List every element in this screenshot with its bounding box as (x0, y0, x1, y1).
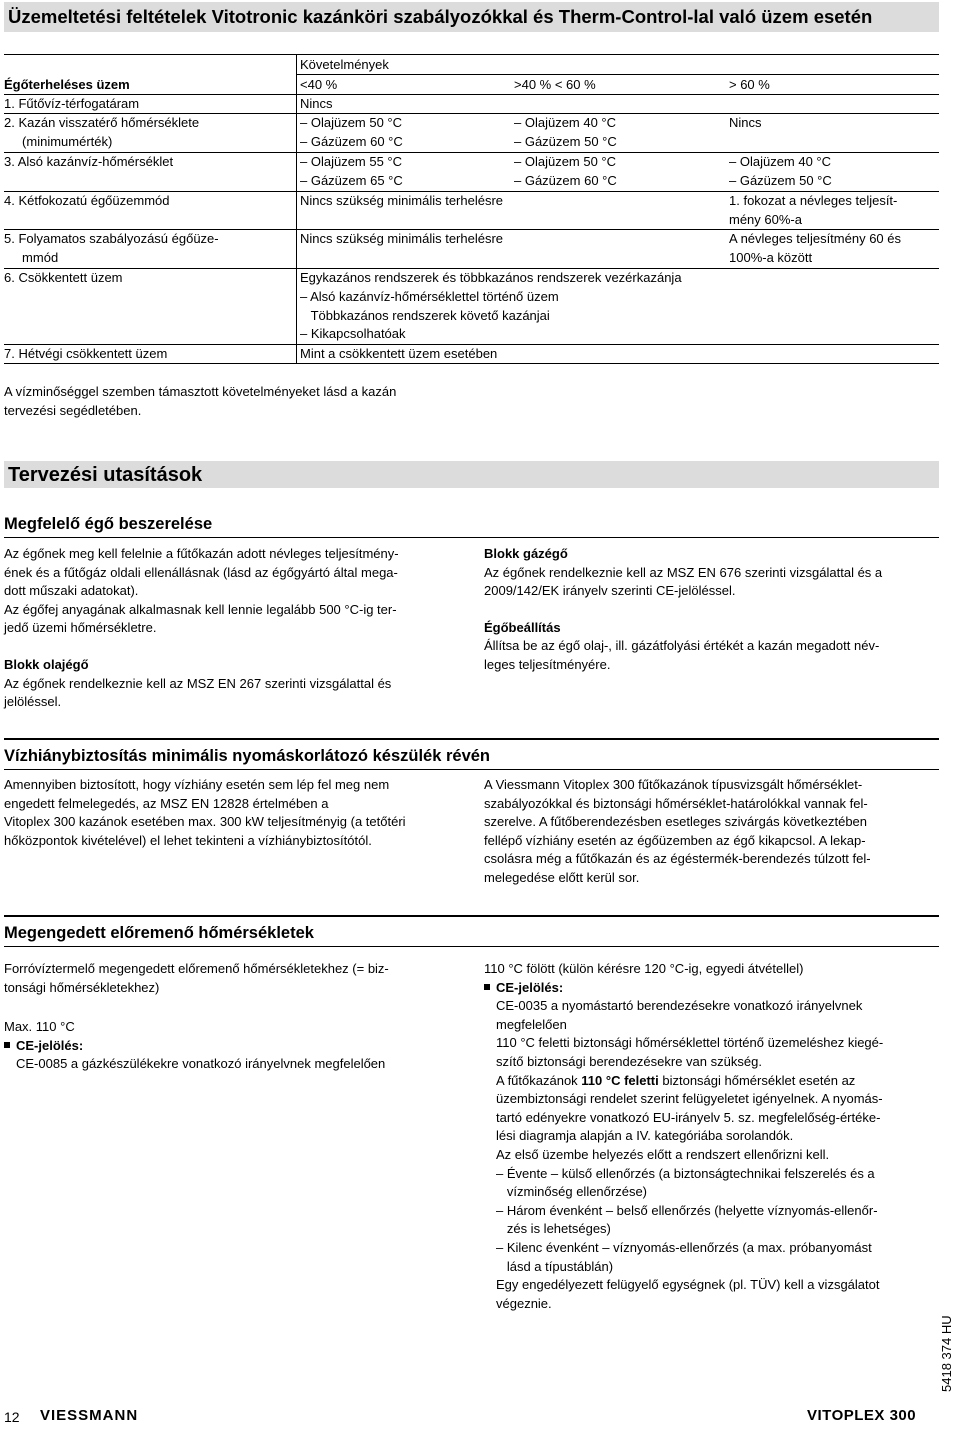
check-line: lásd a típustáblán) (496, 1258, 614, 1274)
page-number: 12 (4, 1409, 20, 1425)
table-row-3-col3: – Gázüzem 50 °C (729, 173, 832, 188)
text-line: A Viessmann Vitoplex 300 fűtőkazánok típusvizsgált hőmérséklet- (484, 777, 863, 792)
table-header-col1: <40 % (300, 77, 338, 92)
text-line: CE-0035 a nyomástartó berendezésekre vonatkozó irányelvnek (496, 998, 863, 1014)
check-line: – Kilenc évenként – víznyomás-ellenőrzés (a max. próbanyomást (496, 1239, 872, 1255)
text-line: Amennyiben biztosított, hogy vízhiány esetén sem lép fel meg nem (4, 777, 390, 792)
text-line: ének és a fűtőgáz oldali ellenállásnak (lásd az égőgyártó által mega- (4, 564, 398, 580)
burner-setting-heading: Égőbeállítás (484, 619, 561, 635)
text-line: melegedése előtt kerül sor. (484, 869, 640, 885)
max-temp: Max. 110 °C (4, 1019, 75, 1035)
table-row-3-col2: – Olajüzem 50 °C (514, 154, 617, 169)
burner-left-column (4, 545, 469, 712)
table-row-5-col3: 100%-a között (729, 250, 813, 265)
bullet-square-icon (484, 984, 490, 990)
text-line: dott műszaki adatokat). (4, 583, 139, 599)
table-row-4-col1: Nincs szükség minimális terhelésre (300, 193, 504, 208)
ce-label-row (484, 979, 944, 998)
section-band (4, 461, 939, 488)
table-header-requirements: Követelmények (300, 57, 389, 72)
temps-heading: Megengedett előremenő hőmérsékletek (4, 924, 314, 942)
text-line: üzembiztonsági rendelet szerint felügyeletet igényelnek. A nyomás- (496, 1091, 883, 1107)
ce-label: CE-jelölés: (496, 979, 564, 995)
note-line: tervezési segédletében. (4, 402, 142, 418)
table-row-2-col1: – Gázüzem 60 °C (300, 134, 403, 149)
text-line: végeznie. (496, 1295, 552, 1311)
text-run: biztonsági hőmérséklet esetén az (658, 1072, 856, 1088)
page-title-band (4, 2, 939, 32)
water-quality-note (4, 383, 396, 420)
table-row-6-label: 6. Csökkentett üzem (4, 270, 123, 285)
text-line: Az égőnek rendelkeznie kell az MSZ EN 267 szerinti vizsgálattal és (4, 675, 392, 691)
text-line: leges teljesítményére. (484, 656, 611, 672)
check-line: vízminőség ellenőrzése) (496, 1184, 648, 1200)
text-line: tartó edényekre vonatkozó EU-irányelv 5. sz. megfelelőség-értéke- (496, 1109, 881, 1125)
text-run-bold: 110 °C feletti (581, 1072, 659, 1088)
table-row-4-label: 4. Kétfokozatú égőüzemmód (4, 193, 170, 208)
text-line: Forróvíztermelő megengedett előremenő hőmérsékletekhez (= biz- (4, 961, 389, 976)
table-row-7-label: 7. Hétvégi csökkentett üzem (4, 346, 168, 361)
text-line (496, 1072, 944, 1091)
gas-burner-heading: Blokk gázégő (484, 546, 568, 561)
table-row-5-label: 5. Folyamatos szabályozású égőüze- (4, 231, 219, 246)
table-row-6-col1: Egykazános rendszerek és többkazános rendszerek vezérkazánja (300, 270, 682, 285)
section-rule (4, 537, 939, 538)
table-row-2-label: (minimumérték) (4, 134, 113, 149)
table-rule (4, 94, 939, 95)
table-rule (296, 74, 939, 75)
ce-label-row (4, 1037, 474, 1056)
text-line: Az első üzembe helyezés előtt a rendszert ellenőrizni kell. (496, 1146, 830, 1162)
bullet-square-icon (4, 1042, 10, 1048)
text-line: CE-0085 a gázkészülékekre vonatkozó irányelvnek megfelelően (16, 1056, 386, 1072)
text-line: Az égőnek rendelkeznie kell az MSZ EN 676 szerinti vizsgálattal és a (484, 564, 883, 580)
page-title: Üzemeltetési feltételek Vitotronic kazánköri szabályozókkal és Therm-Control-lal való üzem esetén (8, 6, 873, 27)
text-line: Az égőfej anyagának alkalmasnak kell lennie legalább 500 °C-ig ter- (4, 601, 397, 617)
table-row-3-col2: – Gázüzem 60 °C (514, 173, 617, 188)
text-line: tonsági hőmérsékletekhez) (4, 979, 160, 995)
table-row-7-col1: Mint a csökkentett üzem esetében (300, 346, 498, 361)
temps-right-column (484, 960, 944, 1313)
table-row-2-label: 2. Kazán visszatérő hőmérséklete (4, 115, 200, 130)
text-line: szabályozókkal és biztonsági hőmérséklet-határolókkal vannak fel- (484, 795, 868, 811)
check-line: – Három évenként – belső ellenőrzés (helyette víznyomás-ellenőr- (496, 1202, 878, 1218)
table-row-1-label: 1. Fűtővíz-térfogatáram (4, 96, 140, 111)
water-right-column (484, 776, 944, 888)
text-line: hőközpontok kivételével) el lehet tekinteni a vízhiánybiztosítótól. (4, 832, 372, 848)
check-line: zés is lehetséges) (496, 1221, 611, 1237)
text-line: csolásra még a fűtőkazán és az égéstermék-berendezés túlzott fel- (484, 851, 871, 867)
table-row-6-col1: – Alsó kazánvíz-hőmérséklettel történő üzem (300, 289, 559, 304)
table-row-1-col1: Nincs (300, 96, 333, 111)
text-line: jedő üzemi hőmérsékletre. (4, 620, 157, 636)
text-line: Állítsa be az égő olaj-, ill. gázátfolyási értékét a kazán megadott név- (484, 638, 880, 654)
text-line: Az égőnek meg kell felelnie a fűtőkazán adott névleges teljesítmény- (4, 546, 399, 561)
table-row-5-label: mmód (4, 250, 59, 265)
section-title: Tervezési utasítások (8, 464, 203, 486)
table-row-3-col1: – Gázüzem 65 °C (300, 173, 403, 188)
table-row-6-col1: Többkazános rendszerek követő kazánjai (300, 308, 550, 323)
table-header-col2: >40 % < 60 % (514, 77, 596, 92)
section-rule (4, 915, 939, 917)
table-row-2-col1: – Olajüzem 50 °C (300, 115, 403, 130)
text-line: Egy engedélyezett felügyelő egységnek (pl. TÜV) kell a vizsgálatot (496, 1277, 880, 1293)
text-run: A fűtőkazánok (496, 1072, 582, 1088)
water-heading: Vízhiánybiztosítás minimális nyomáskorlátozó készülék révén (4, 747, 491, 765)
burner-heading: Megfelelő égő beszerelése (4, 515, 213, 533)
section-rule (4, 738, 939, 740)
document-number: 5418 374 HU (939, 1315, 954, 1392)
section-rule (4, 946, 939, 947)
text-line: 110 °C fölött (külön kérésre 120 °C-ig, egyedi átvétellel) (484, 961, 804, 976)
text-line: fellépő vízhiány esetén az égőüzemben az égő kikapcsol. A lekap- (484, 832, 866, 848)
table-row-3-label: 3. Alsó kazánvíz-hőmérséklet (4, 154, 174, 169)
ce-label: CE-jelölés: (16, 1037, 84, 1053)
note-line: A vízminőséggel szemben támasztott követelményeket lásd a kazán (4, 384, 397, 399)
text-line: Vitoplex 300 kazánok esetében max. 300 kW teljesítményig (a tetőtéri (4, 814, 406, 830)
text-line: megfelelően (496, 1016, 567, 1032)
table-header-load: Égőterheléses üzem (4, 77, 130, 92)
table-row-5-col1: Nincs szükség minimális terhelésre (300, 231, 504, 246)
table-rule (4, 363, 939, 364)
table-row-6-col1: – Kikapcsolhatóak (300, 326, 406, 341)
text-line: szerelve. A fűtőberendezésben esetleges szivárgás következtében (484, 814, 868, 830)
table-row-2-col3: Nincs (729, 115, 762, 130)
table-row-4-col3: 1. fokozat a névleges teljesít- (729, 193, 898, 208)
table-row-2-col2: – Gázüzem 50 °C (514, 134, 617, 149)
water-left-column (4, 776, 474, 850)
table-rule (4, 54, 939, 55)
oil-burner-heading: Blokk olajégő (4, 656, 89, 672)
text-line: engedett felmelegedés, az MSZ EN 12828 értelmében a (4, 795, 329, 811)
table-row-3-col1: – Olajüzem 55 °C (300, 154, 403, 169)
table-row-5-col3: A névleges teljesítmény 60 és (729, 231, 901, 246)
text-line: jelöléssel. (4, 694, 62, 710)
table-row-3-col3: – Olajüzem 40 °C (729, 154, 832, 169)
table-header-col3: > 60 % (729, 77, 770, 92)
product-name: VITOPLEX 300 (807, 1407, 917, 1424)
table-row-4-col3: mény 60%-a (729, 212, 802, 227)
viessmann-logo: VIESSMANN (40, 1407, 139, 1424)
table-row-2-col2: – Olajüzem 40 °C (514, 115, 617, 130)
column-divider (296, 54, 297, 363)
temps-left-column (4, 960, 474, 1074)
text-line: szítő biztonsági berendezésekre van szükség. (496, 1053, 762, 1069)
text-line: lési diagramja alapján a IV. kategóriába sorolandók. (496, 1128, 794, 1144)
burner-right-column (484, 545, 944, 675)
check-line: – Évente – külső ellenőrzés (a biztonságtechnikai felszerelés és a (496, 1165, 875, 1181)
section-rule (4, 769, 939, 770)
text-line: 110 °C feletti biztonsági hőmérséklettel történő üzemeléshez kiegé- (496, 1035, 884, 1051)
text-line: 2009/142/EK irányelv szerinti CE-jelöléssel. (484, 583, 736, 599)
